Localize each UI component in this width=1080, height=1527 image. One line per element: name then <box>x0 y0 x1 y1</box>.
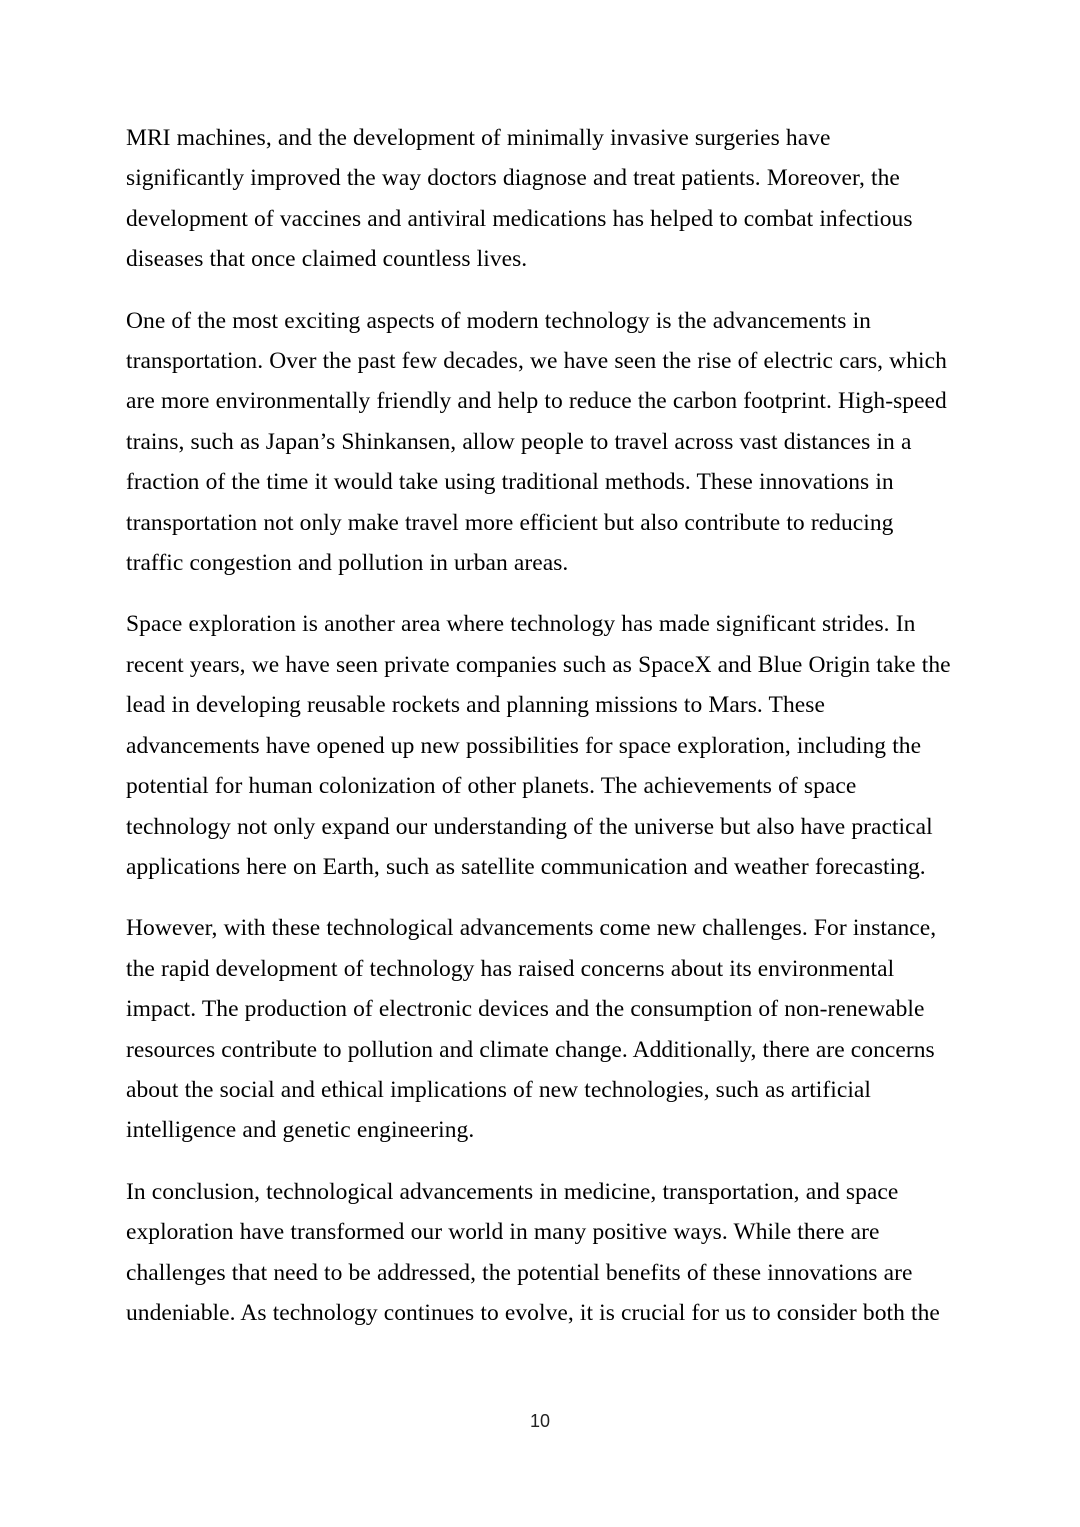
body-paragraph-conclusion: In conclusion, technological advancements in medicine, transportation, and space exploration have transformed our world in many positive ways. While there are challenges that need to be addressed, the potential benefits of these innovations are undeniable. As technology continues to evolve, it is crucial for us to consider both the <box>126 1178 940 1326</box>
body-paragraph-space-exploration: Space exploration is another area where technology has made significant strides. In recent years, we have seen private companies such as SpaceX and Blue Origin take the lead in developing reusable rockets and planning missions to Mars. These advancements have opened up new possibilities for space exploration, including the potential for human colonization of other planets. The achievements of space technology not only expand our understanding of the universe but also have practical applications here on Earth, such as satellite communication and weather forecasting. <box>126 611 951 880</box>
body-paragraph-medicine: MRI machines, and the development of minimally invasive surgeries have significantly improved the way doctors diagnose and treat patients. Moreover, the development of vaccines and antiviral medications has helped to combat infectious diseases that once claimed countless lives. <box>126 125 913 273</box>
body-paragraph-challenges: However, with these technological advancements come new challenges. For instance, the rapid development of technology has raised concerns about its environmental impact. The production of electronic devices and the consumption of non-renewable resources contribute to pollution and climate change. Additionally, there are concerns about the social and ethical implications of new technologies, such as artificial intelligence and genetic engineering. <box>126 915 937 1144</box>
body-paragraph-transportation: One of the most exciting aspects of modern technology is the advancements in transportation. Over the past few decades, we have seen the rise of electric cars, which are more environmentally friendly and help to reduce the carbon footprint. High-speed trains, such as Japan’s Shinkansen, allow people to travel across vast distances in a fraction of the time it would take using traditional methods. These innovations in transportation not only make travel more efficient but also contribute to reducing traffic congestion and pollution in urban areas. <box>126 307 947 577</box>
page-number: 10 <box>529 1411 551 1431</box>
document-body <box>126 118 954 1333</box>
